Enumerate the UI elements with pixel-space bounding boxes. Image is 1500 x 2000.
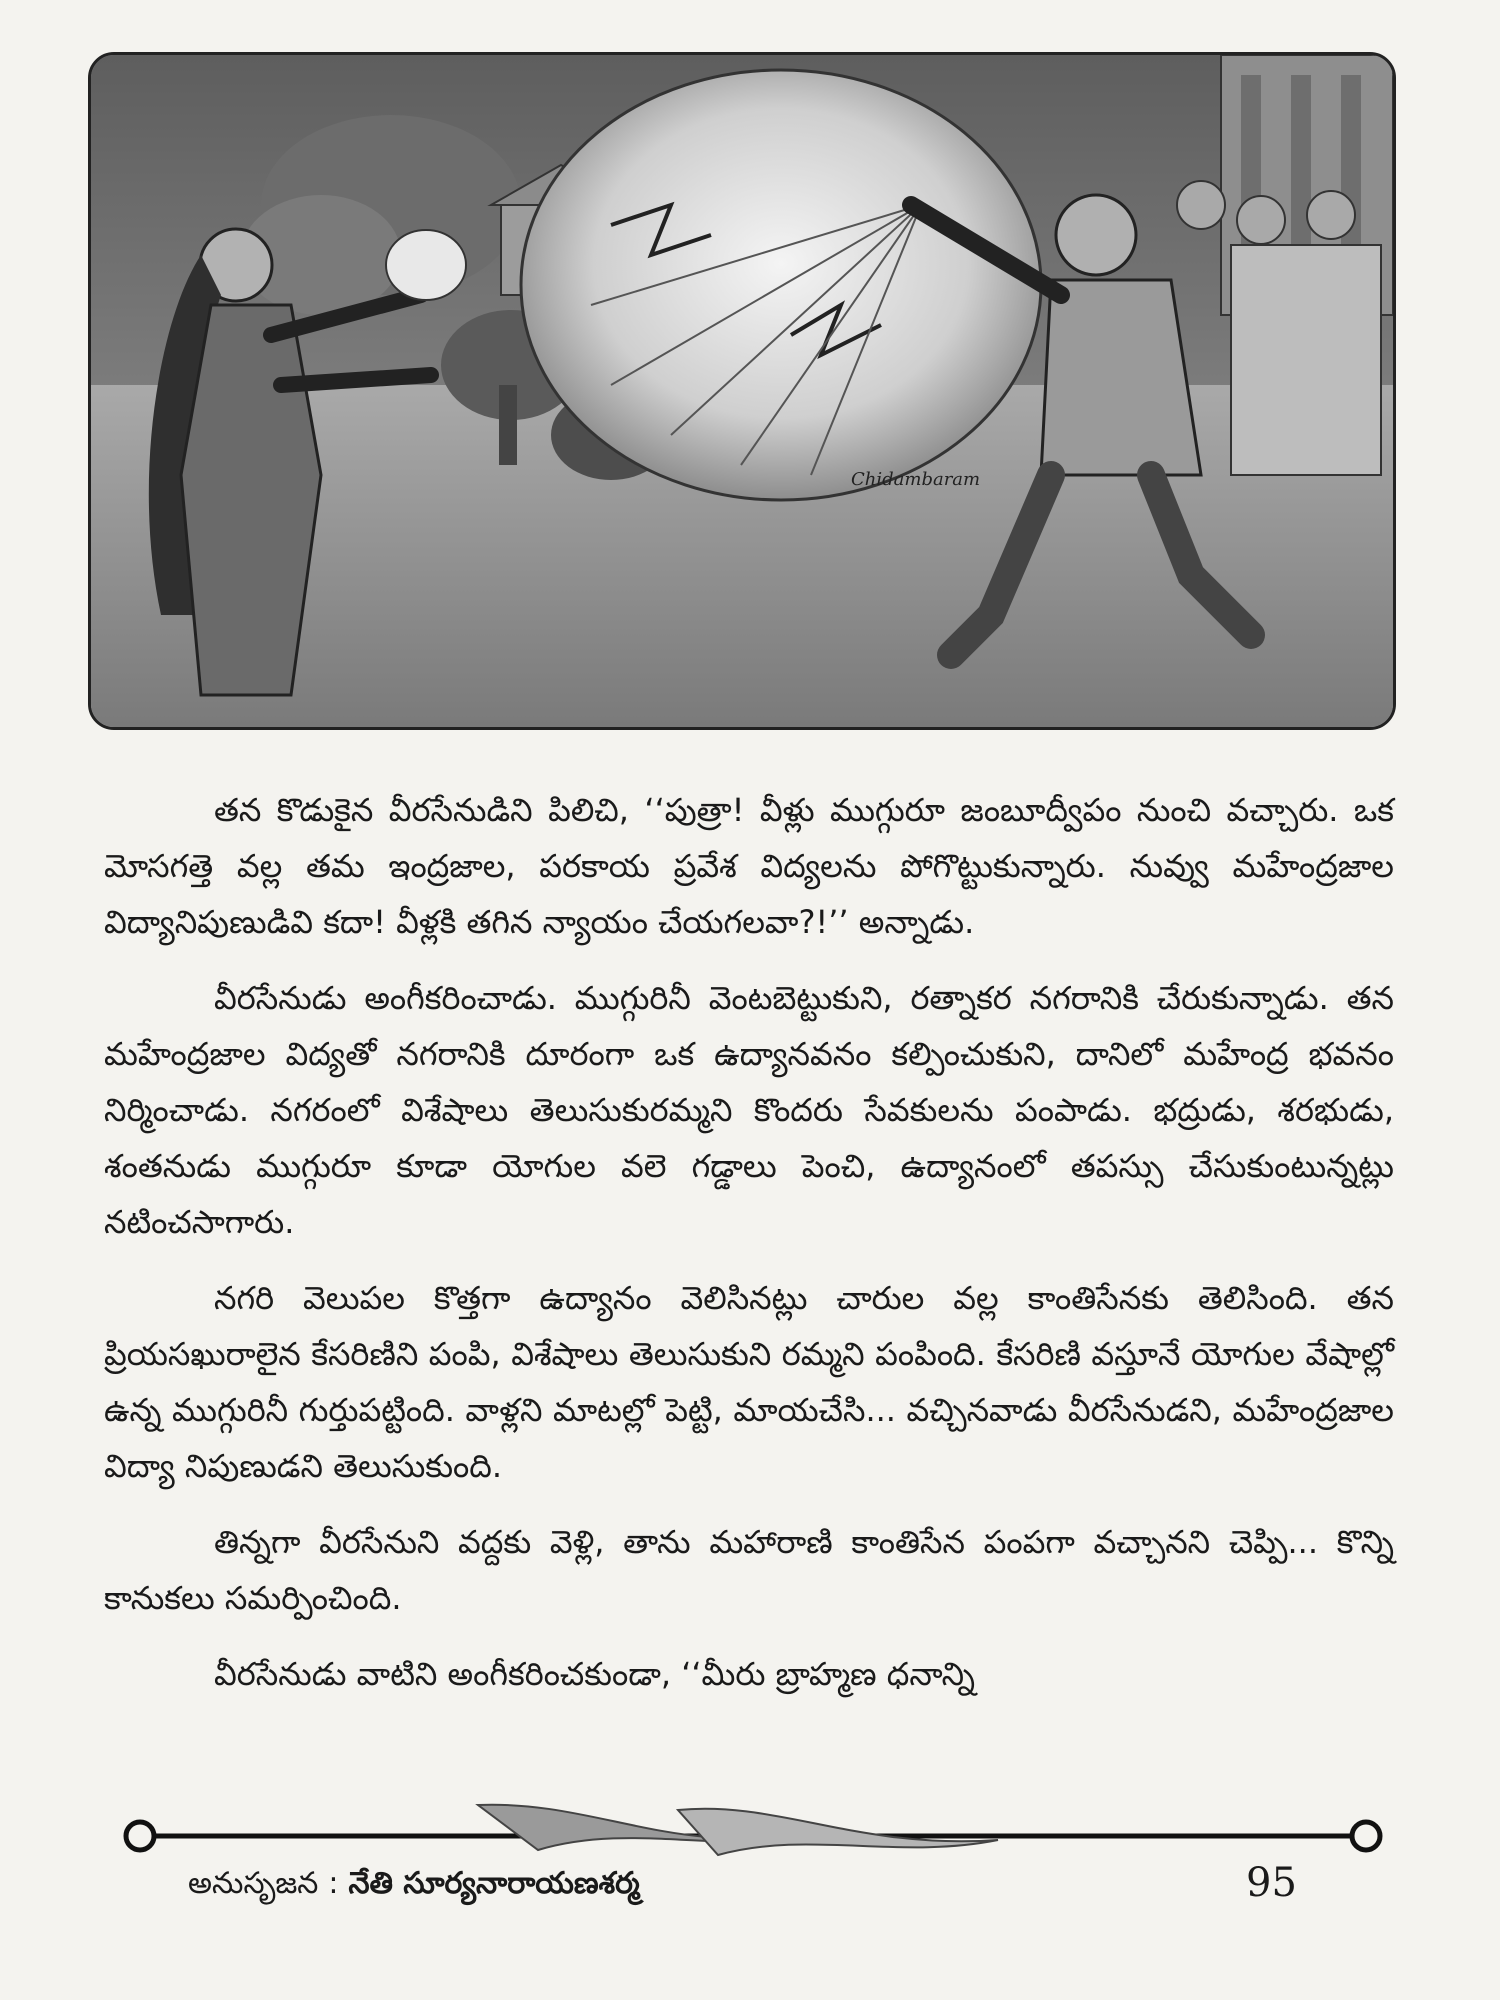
story-illustration bbox=[88, 52, 1396, 730]
page-number: 95 bbox=[1246, 1860, 1297, 1906]
story-text bbox=[104, 782, 1394, 1722]
paragraph-4: తిన్నగా వీరసేనుని వద్దకు వెళ్లి, తాను మహారాణి కాంతిసేన పంపగా వచ్చానని చెప్పి... కొన్ని కానుకలు సమర్పించింది. bbox=[104, 1523, 1394, 1617]
credit-separator: : bbox=[328, 1866, 339, 1901]
paragraph-3: నగరి వెలుపల కొత్తగా ఉద్యానం వెలిసినట్లు చారుల వల్ల కాంతిసేనకు తెలిసింది. తన ప్రియసఖురాలైన కేసరిణిని పంపి, విశేషాలు తెలుసుకుని రమ్మని పంపింది. కేసరిణి వస్తూనే యోగుల వేషాల్లో ఉన్న ముగ్గురినీ గుర్తుపట్టింది. వాళ్లని మాటల్లో పెట్టి, మాయచేసి... వచ్చినవాడు వీరసేనుడని, మహేంద్రజాల విద్యా నిపుణుడని తెలుసుకుంది. bbox=[104, 1279, 1394, 1485]
illustration-drawing bbox=[91, 55, 1393, 727]
artist-signature: Chidambaram bbox=[851, 469, 981, 490]
author-name: నేతి సూర్యనారాయణశర్మ bbox=[348, 1866, 640, 1901]
footer-ornament bbox=[118, 1800, 1388, 1860]
paragraph-1: తన కొడుకైన వీరసేనుడిని పిలిచి, ‘‘పుత్రా! వీళ్లు ముగ్గురూ జంబూద్వీపం నుంచి వచ్చారు. ఒక మోసగత్తె వల్ల తమ ఇంద్రజాల, పరకాయ ప్రవేశ విద్యలను పోగొట్టుకున్నారు. నువ్వు మహేంద్రజాల విద్యానిపుణుడివి కదా! వీళ్లకి తగిన న్యాయం చేయగలవా?!’’ అన్నాడు. bbox=[104, 791, 1394, 941]
paragraph-5: వీరసేనుడు వాటిని అంగీకరించకుండా, ‘‘మీరు బ్రాహ్మణ ధనాన్ని bbox=[214, 1655, 975, 1693]
credit-line bbox=[188, 1866, 640, 1908]
credit-label: అనుసృజన bbox=[188, 1866, 319, 1901]
paragraph-2: వీరసేనుడు అంగీకరించాడు. ముగ్గురినీ వెంటబెట్టుకుని, రత్నాకర నగరానికి చేరుకున్నాడు. తన మహేంద్రజాల విద్యతో నగరానికి దూరంగా ఒక ఉద్యానవనం కల్పించుకుని, దానిలో మహేంద్ర భవనం నిర్మించాడు. నగరంలో విశేషాలు తెలుసుకురమ్మని కొందరు సేవకులను పంపాడు. భద్రుడు, శరభుడు, శంతనుడు ముగ్గురూ కూడా యోగుల వలె గడ్డాలు పెంచి, ఉద్యానంలో తపస్సు చేసుకుంటున్నట్లు నటించసాగారు. bbox=[104, 979, 1394, 1241]
